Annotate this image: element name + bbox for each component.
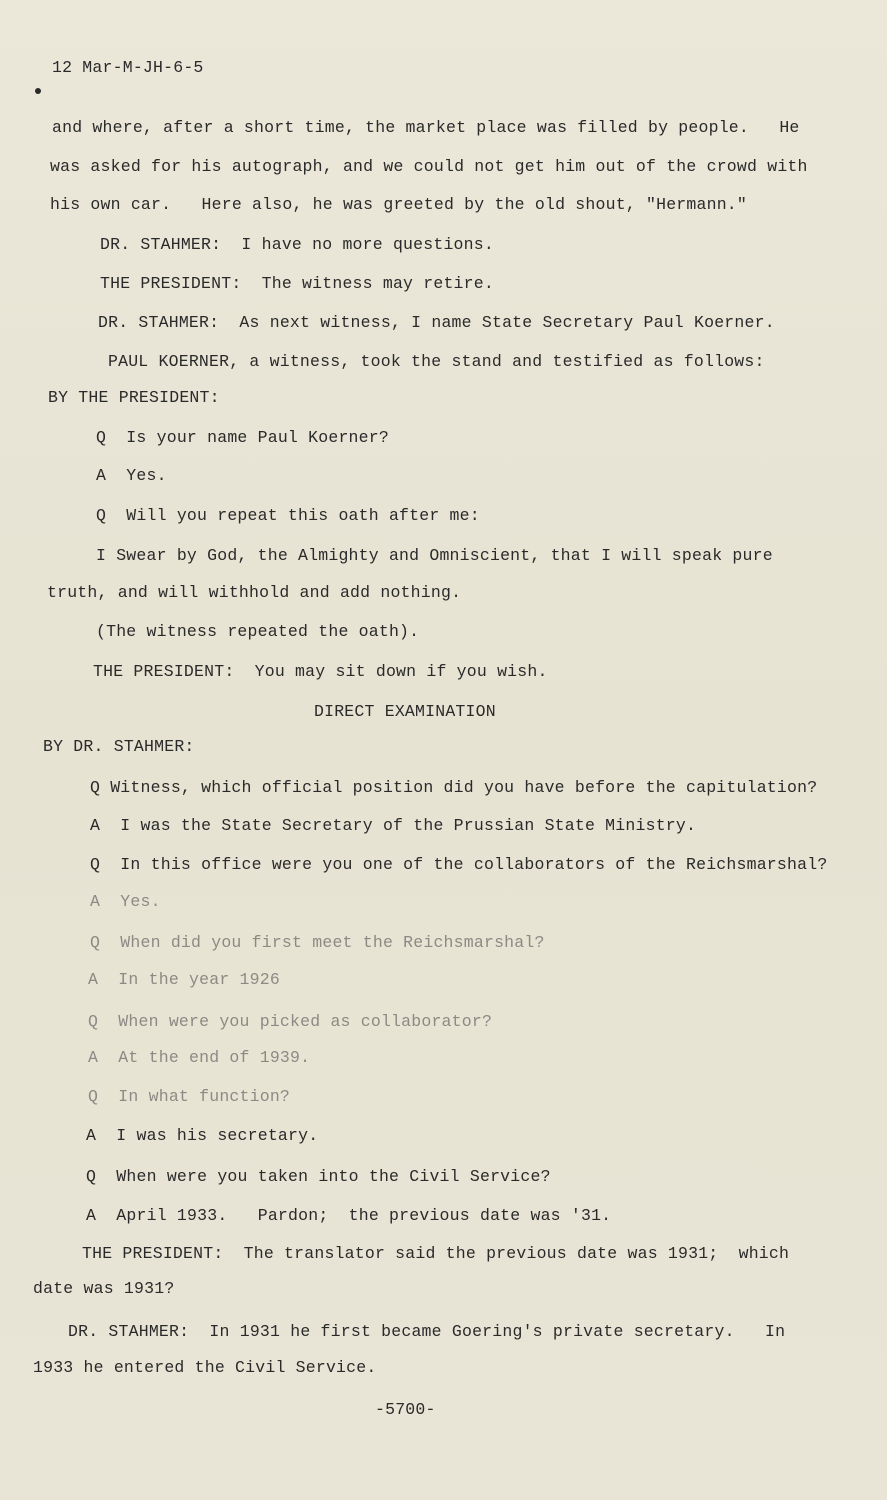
text-line: Q Will you repeat this oath after me:	[96, 506, 480, 525]
text-line: A Yes.	[90, 892, 161, 911]
section-heading: DIRECT EXAMINATION	[314, 702, 496, 721]
text-line: was asked for his autograph, and we could not get him out of the crowd with	[50, 157, 808, 176]
text-line: Q Is your name Paul Koerner?	[96, 428, 389, 447]
punch-mark	[35, 88, 41, 94]
text-line: BY DR. STAHMER:	[43, 737, 195, 756]
text-line: Q In this office were you one of the collaborators of the Reichsmarshal?	[90, 855, 828, 874]
text-line: Q Witness, which official position did you have before the capitulation?	[90, 778, 818, 797]
text-line: Q When were you picked as collaborator?	[88, 1012, 493, 1031]
text-line: THE PRESIDENT: The witness may retire.	[100, 274, 494, 293]
text-line: truth, and will withhold and add nothing.	[47, 583, 462, 602]
text-line: THE PRESIDENT: You may sit down if you wish.	[93, 662, 548, 681]
page-number: -5700-	[375, 1400, 436, 1419]
text-line: THE PRESIDENT: The translator said the previous date was 1931; which	[82, 1244, 790, 1263]
text-line: (The witness repeated the oath).	[96, 622, 420, 641]
text-line: DR. STAHMER: As next witness, I name State Secretary Paul Koerner.	[98, 313, 775, 332]
text-line: DR. STAHMER: I have no more questions.	[100, 235, 494, 254]
text-line: A I was his secretary.	[86, 1126, 319, 1145]
text-line: A In the year 1926	[88, 970, 280, 989]
text-line: Q When were you taken into the Civil Service?	[86, 1167, 551, 1186]
text-line: his own car. Here also, he was greeted by the old shout, "Hermann."	[50, 195, 748, 214]
header-ref: 12 Mar-M-JH-6-5	[52, 58, 204, 77]
text-line: I Swear by God, the Almighty and Omniscient, that I will speak pure	[96, 546, 773, 565]
text-line: PAUL KOERNER, a witness, took the stand and testified as follows:	[108, 352, 765, 371]
text-line: A I was the State Secretary of the Prussian State Ministry.	[90, 816, 697, 835]
text-line: DR. STAHMER: In 1931 he first became Goering's private secretary. In	[68, 1322, 786, 1341]
text-line: and where, after a short time, the market place was filled by people. He	[52, 118, 800, 137]
text-line: Q When did you first meet the Reichsmarshal?	[90, 933, 545, 952]
text-line: date was 1931?	[33, 1279, 175, 1298]
text-line: A At the end of 1939.	[88, 1048, 311, 1067]
text-line: Q In what function?	[88, 1087, 291, 1106]
text-line: BY THE PRESIDENT:	[48, 388, 220, 407]
text-line: A Yes.	[96, 466, 167, 485]
text-line: 1933 he entered the Civil Service.	[33, 1358, 377, 1377]
text-line: A April 1933. Pardon; the previous date was '31.	[86, 1206, 612, 1225]
